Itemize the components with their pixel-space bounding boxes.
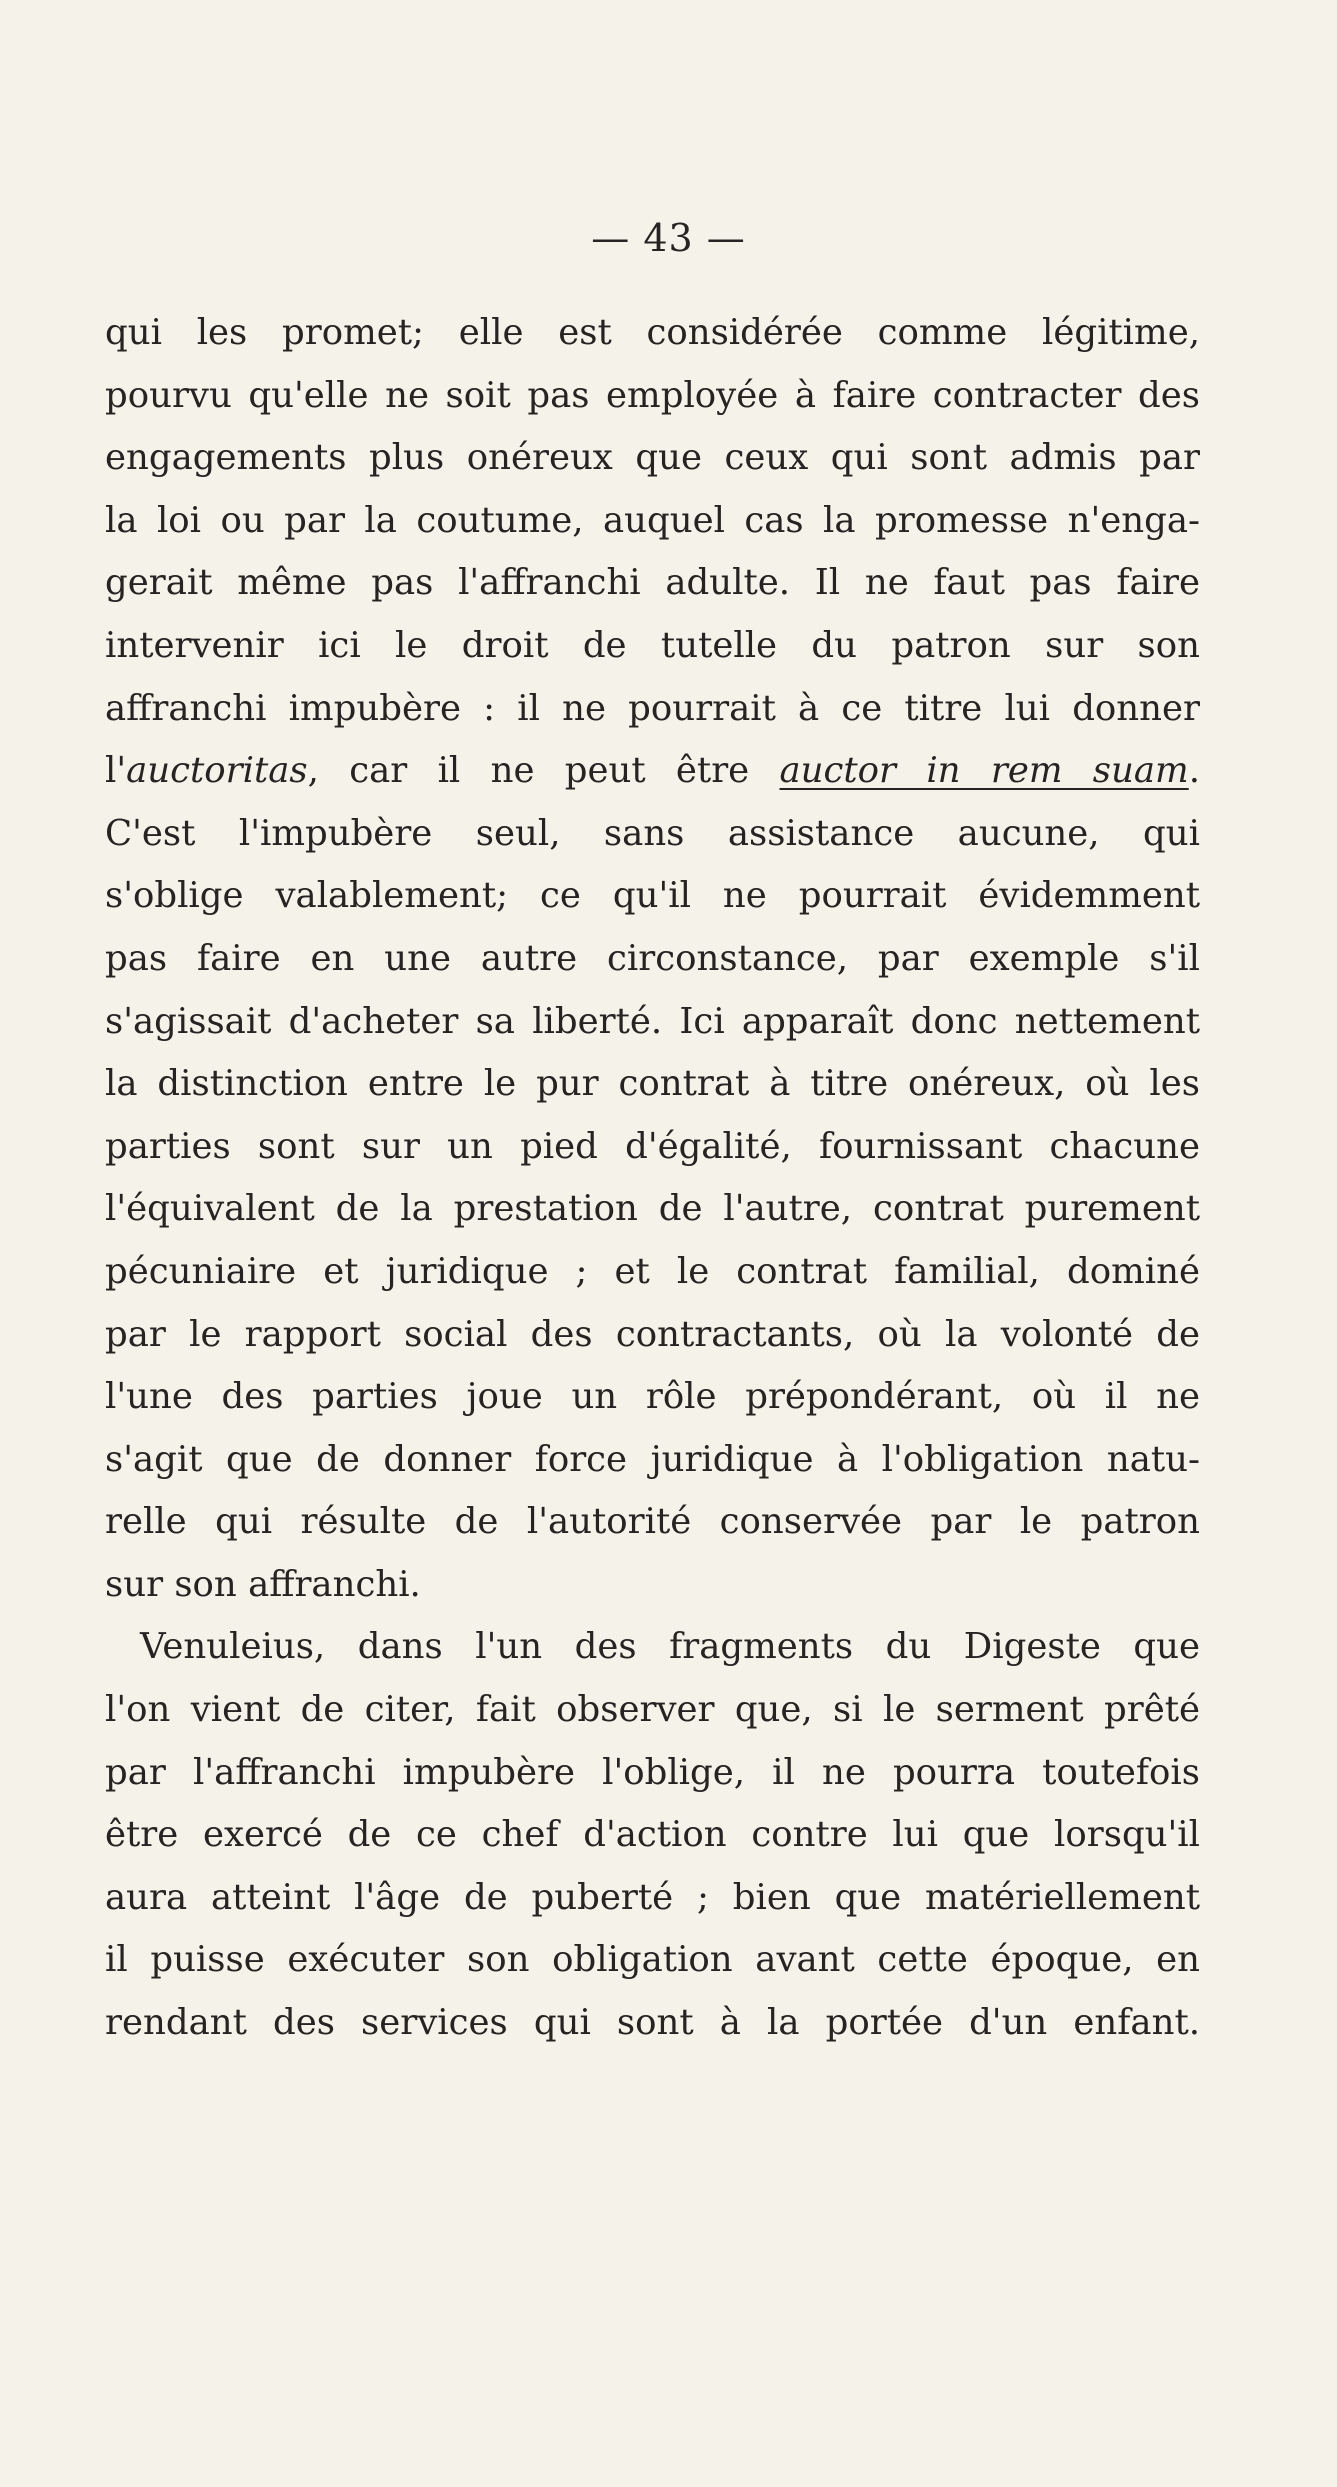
text-line: s'oblige valablement; ce qu'il ne pourrait évidemment (105, 875, 1200, 917)
text-line: il puisse exécuter son obligation avant cette époque, en (105, 1939, 1200, 1981)
text-line-with-latin-terms (105, 740, 1200, 803)
text-line: pourvu qu'elle ne soit pas employée à faire contracter des (105, 374, 1200, 416)
body-text (105, 302, 1200, 2055)
page-number: — 43 — (591, 216, 746, 260)
text-line: pas faire en une autre circonstance, par exemple s'il (105, 937, 1200, 979)
paragraph-start-line: Venuleius, dans l'un des fragments du Digeste que (140, 1626, 1200, 1668)
text-line: intervenir ici le droit de tutelle du patron sur son (105, 624, 1200, 666)
text-line: affranchi impubère : il ne pourrait à ce titre lui donner (105, 687, 1200, 729)
text-line: parties sont sur un pied d'égalité, fournissant chacune (105, 1125, 1200, 1167)
latin-term-auctoritas: auctoritas (126, 750, 308, 792)
text-line: C'est l'impubère seul, sans assistance aucune, qui (105, 812, 1200, 854)
text-line: gerait même pas l'affranchi adulte. Il ne faut pas faire (105, 562, 1200, 604)
text-line: relle qui résulte de l'autorité conservée par le patron (105, 1501, 1200, 1543)
text-line: aura atteint l'âge de puberté ; bien que matériellement (105, 1876, 1200, 1918)
text-line: l'une des parties joue un rôle prépondérant, où il ne (105, 1376, 1200, 1418)
text-line: s'agissait d'acheter sa liberté. Ici apparaît donc nettement (105, 1000, 1200, 1042)
text-fragment: , car il ne peut être (307, 750, 780, 792)
text-line: la distinction entre le pur contrat à titre onéreux, où les (105, 1063, 1200, 1105)
text-line: être exercé de ce chef d'action contre lui que lorsqu'il (105, 1814, 1200, 1856)
paragraph-end-line: sur son affranchi. (105, 1563, 421, 1605)
text-line: s'agit que de donner force juridique à l'obligation natu- (105, 1438, 1200, 1480)
text-line: par le rapport social des contractants, où la volonté de (105, 1313, 1200, 1355)
text-line: l'équivalent de la prestation de l'autre, contrat purement (105, 1188, 1200, 1230)
text-line: pécuniaire et juridique ; et le contrat familial, dominé (105, 1250, 1200, 1292)
text-fragment: l' (105, 750, 127, 792)
text-line: par l'affranchi impubère l'oblige, il ne pourra toutefois (105, 1751, 1200, 1793)
text-line: engagements plus onéreux que ceux qui sont admis par (105, 437, 1200, 479)
latin-phrase-auctor-in-rem-suam: auctor in rem suam (779, 750, 1189, 792)
text-line: l'on vient de citer, fait observer que, si le serment prêté (105, 1689, 1200, 1731)
text-line: rendant des services qui sont à la portée d'un enfant. (105, 2002, 1200, 2044)
text-line: qui les promet; elle est considérée comme légitime, (105, 312, 1200, 353)
text-line: la loi ou par la coutume, auquel cas la promesse n'enga- (105, 499, 1200, 541)
text-fragment: . (1188, 750, 1200, 792)
